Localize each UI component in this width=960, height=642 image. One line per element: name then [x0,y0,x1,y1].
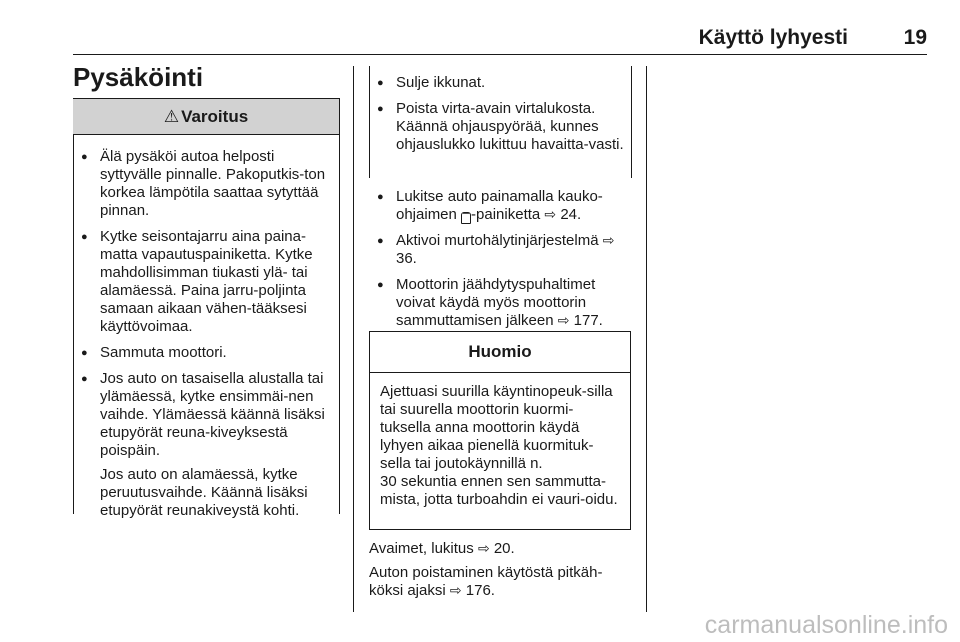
list-item-text: Aktivoi murtohälytinjärjestelmä [396,232,603,249]
warning-header [73,98,339,135]
middle-warning-list [375,74,627,154]
page-ref[interactable]: 36. [396,250,417,267]
list-item: ● Älä pysäköi autoa helposti syttyvälle pinnalle. Pakoputkis-ton korkea lämpötila saattaa sytyttää pinnan. [79,148,337,220]
cross-reference-text: Avaimet, lukitus [369,540,478,557]
column-divider-left [353,66,354,612]
header-divider [73,54,927,55]
middle-box-left-rule [369,66,370,178]
lock-button-icon: ▔ [462,213,470,222]
sub-paragraph: Jos auto on alamäessä, kytke peruutusvaihde. Käännä lisäksi etupyörät reunakiveystä kohti. [100,466,308,519]
warning-right-rule [339,98,340,514]
warning-left-rule [73,98,74,514]
note-title: Huomio [370,332,630,373]
list-item [79,370,337,520]
page-ref[interactable]: 176. [465,582,495,599]
warning-list [79,148,337,520]
list-item-text: Lukitse auto painamalla kauko-ohjaimen [396,188,603,223]
page-ref[interactable]: 177. [573,312,603,329]
list-item: ● Sammuta moottori. [79,344,337,362]
middle-warning-continued [375,74,627,162]
list-item-text: Jos auto on tasaisella alustalla tai ylämäessä, kytke ensimmäi-nen vaihde. Ylämäessä käännä lisäksi etupyörät reuna-kiveyksestä poispäin. [100,370,325,459]
running-header-title: Käyttö lyhyesti [698,26,848,49]
cross-reference-text: Auton poistaminen käytöstä pitkäh-köksi ajaksi [369,564,603,599]
page-ref-arrow-icon: ⇨ [557,313,570,329]
note-body [370,373,630,509]
cross-reference [369,540,631,558]
watermark: carmanualsonline.info [704,611,948,639]
warning-content [79,148,337,520]
warning-title: Varoitus [181,106,249,126]
list-item [375,232,635,268]
middle-list [375,188,635,338]
note-text: 30 sekuntia ennen sen sammutta-mista, jotta turboahdin ei vauri-oidu. [380,473,618,508]
page-ref[interactable]: 24. [560,206,582,223]
page-ref-arrow-icon: ⇨ [477,541,490,557]
page-ref-arrow-icon: ⇨ [544,207,557,223]
page-ref-arrow-icon: ⇨ [602,233,615,249]
note-text: Ajettuasi suurilla käyntinopeuk-silla tai suurella moottorin kuormi-tuksella anna moottorin käydä lyhyen aikaa pienellä kuormituk-sella tai joutokäynnillä n. [380,383,613,472]
page-ref-arrow-icon: ⇨ [449,583,462,599]
note-box [369,331,631,530]
warning-triangle-icon: ⚠ [163,106,180,126]
list-item-text: Moottorin jäähdytyspuhaltimet voivat käydä myös moottorin sammuttamisen jälkeen [396,276,596,329]
list-item: ● Poista virta-avain virtalukosta. Käännä ohjauspyörää, kunnes ohjauslukko lukittuu havaitta-vasti. [375,100,627,154]
middle-bullets [375,188,635,330]
page-ref[interactable]: 20. [493,540,515,557]
cross-reference [369,564,631,600]
list-item: ● Sulje ikkunat. [375,74,627,92]
middle-box-right-rule [631,66,632,178]
page-number: 19 [903,26,927,49]
section-title: Pysäköinti [73,62,204,92]
column-divider-right [646,66,647,612]
list-item-text: -painiketta [471,206,545,223]
list-item [375,276,635,330]
list-item: ● Kytke seisontajarru aina paina-matta vapautuspainiketta. Kytke mahdollisimman tiukasti ylä- tai alamäessä. Paina jarru-poljinta samaan aikaan vähen-tääksesi käyttövoimaa. [79,228,337,336]
list-item [375,188,635,224]
